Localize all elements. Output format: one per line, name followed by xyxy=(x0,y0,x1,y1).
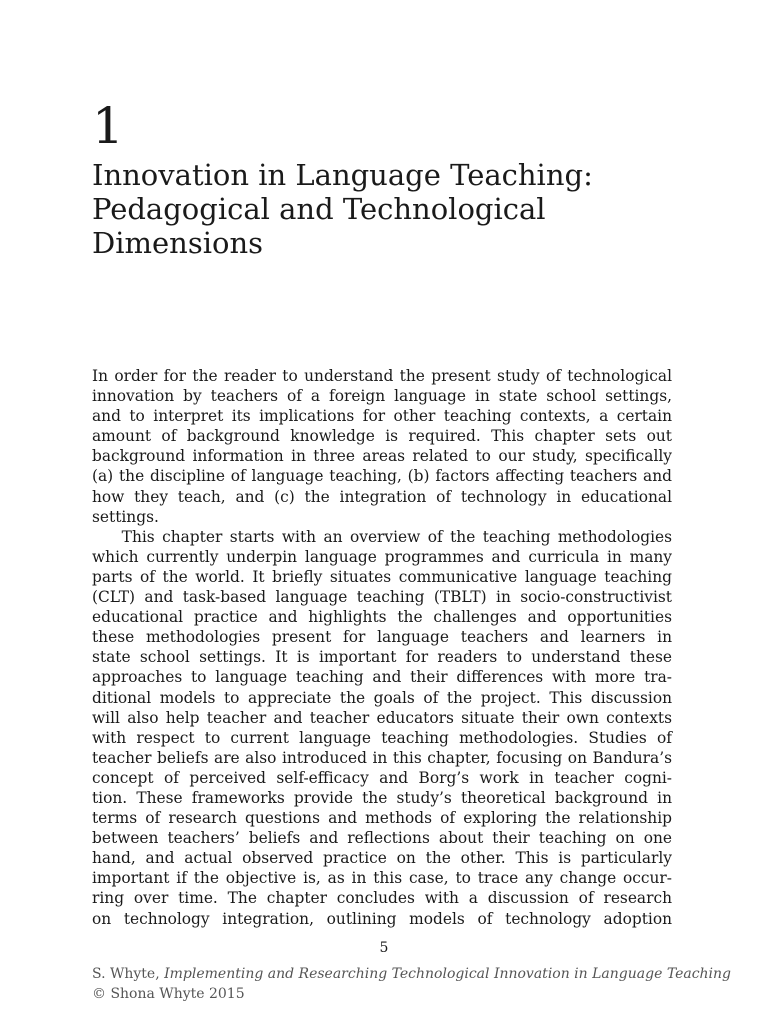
body-line: tion. These frameworks provide the study’s theoretical background in xyxy=(92,788,672,807)
body-line: concept of perceived self-efficacy and Borg’s work in teacher cogni- xyxy=(92,768,672,787)
body-line: will also help teacher and teacher educators situate their own contexts xyxy=(92,708,672,727)
body-line: teacher beliefs are also introduced in this chapter, focusing on Bandura’s xyxy=(92,748,672,767)
body-line: background information in three areas related to our study, specifically xyxy=(92,447,672,466)
body-line: with respect to current language teaching methodologies. Studies of xyxy=(92,728,672,747)
copyright-footer xyxy=(92,964,731,1004)
body-line: (CLT) and task-based language teaching (TBLT) in socio-constructivist xyxy=(92,588,672,607)
body-line: between teachers’ beliefs and reflections about their teaching on one xyxy=(92,829,672,848)
chapter-body-text xyxy=(92,366,672,929)
chapter-number: 1 xyxy=(92,97,124,155)
body-line: which currently underpin language programmes and curricula in many xyxy=(92,547,672,566)
body-line: ring over time. The chapter concludes with a discussion of research xyxy=(92,889,672,908)
body-line: parts of the world. It briefly situates communicative language teaching xyxy=(92,567,672,586)
body-line: amount of background knowledge is required. This chapter sets out xyxy=(92,427,672,446)
chapter-title-line: Dimensions xyxy=(92,226,264,260)
body-line: settings. xyxy=(92,507,159,526)
body-line: how they teach, and (c) the integration of technology in educational xyxy=(92,487,672,506)
chapter-title-line: Pedagogical and Technological xyxy=(92,192,546,226)
body-line: and to interpret its implications for other teaching contexts, a certain xyxy=(92,407,672,426)
body-line: approaches to language teaching and their differences with more tra- xyxy=(92,668,672,687)
body-line: state school settings. It is important for readers to understand these xyxy=(92,648,672,667)
body-line: hand, and actual observed practice on the other. This is particularly xyxy=(92,849,672,868)
book-title: Implementing and Researching Technological Innovation in Language Teaching xyxy=(164,966,732,982)
copyright-notice: © Shona Whyte 2015 xyxy=(92,986,245,1002)
body-line: In order for the reader to understand the present study of technological xyxy=(92,367,672,385)
body-line: these methodologies present for language teachers and learners in xyxy=(92,628,672,647)
chapter-title xyxy=(92,158,692,260)
body-line: ditional models to appreciate the goals of the project. This discussion xyxy=(92,688,672,707)
body-line: (a) the discipline of language teaching, (b) factors affecting teachers and xyxy=(92,467,672,486)
chapter-title-line: Innovation in Language Teaching: xyxy=(92,158,593,192)
body-line: educational practice and highlights the challenges and opportunities xyxy=(92,608,672,627)
body-line: important if the objective is, as in this case, to trace any change occur- xyxy=(92,869,672,888)
body-line: innovation by teachers of a foreign language in state school settings, xyxy=(92,387,672,406)
body-line: This chapter starts with an overview of the teaching methodologies xyxy=(92,527,672,546)
citation-line xyxy=(92,964,731,984)
body-line: on technology integration, outlining models of technology adoption xyxy=(92,909,672,928)
body-line: terms of research questions and methods of exploring the relationship xyxy=(92,809,672,828)
author-name: S. Whyte, xyxy=(92,966,165,982)
page-number: 5 xyxy=(379,940,389,956)
